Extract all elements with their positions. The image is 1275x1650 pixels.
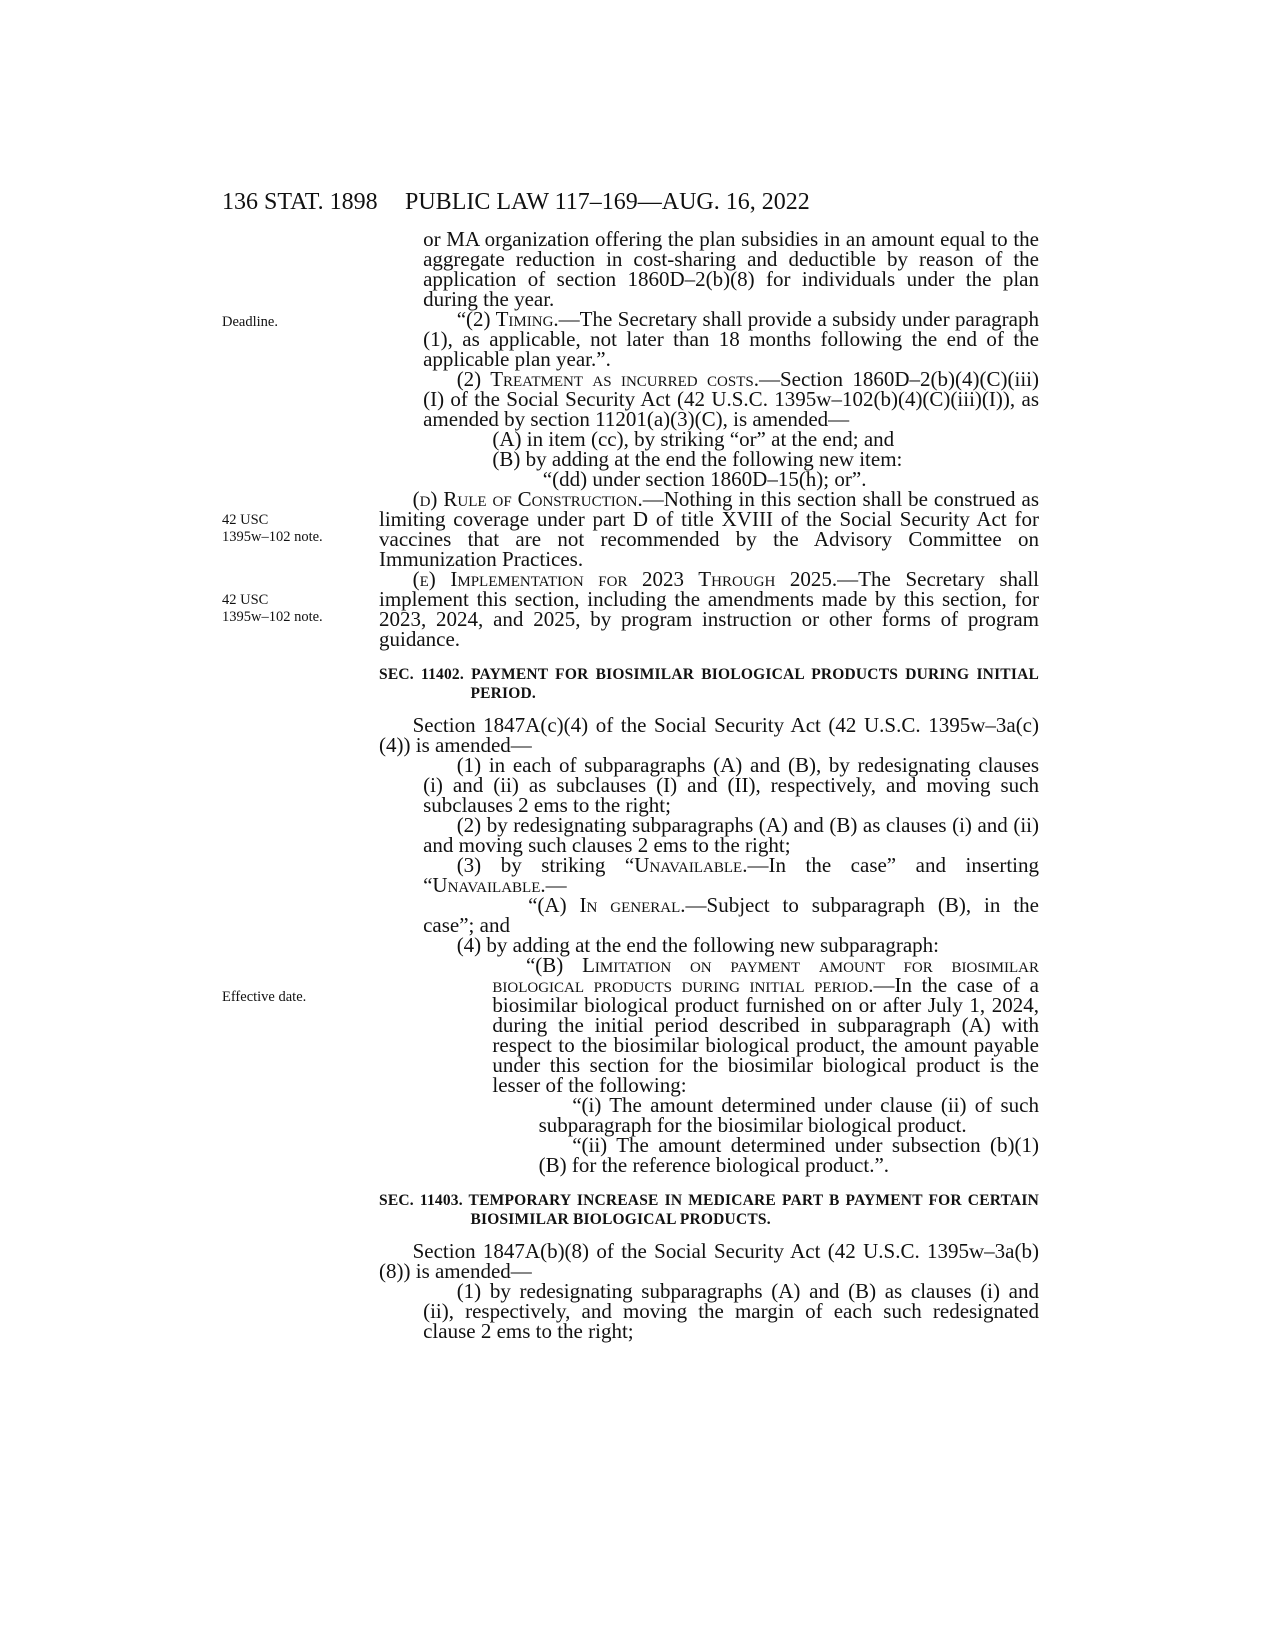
public-law-header: PUBLIC LAW 117–169—AUG. 16, 2022 [405,189,810,215]
margin-note-usc-1b: 1395w–102 note. [222,529,323,545]
paragraph-heading: (2) Treatment as incurred costs. [456,367,759,391]
section-11402-intro: Section 1847A(c)(4) of the Social Security Act (42 U.S.C. 1395w–3a(c)(4)) is amended— [379,713,1039,757]
item-b: (B) by adding at the end the following new item: [492,447,903,471]
margin-note-usc-2b: 1395w–102 note. [222,609,323,625]
section-11402-item-1: (1) in each of subparagraphs (A) and (B), by redesignating clauses (i) and (ii) as subclauses (I) and (II), respectively, and moving such subclauses 2 ems to the right; [423,753,1039,817]
paragraph-text: —Section 1860D–2(b)(4)(C)(iii)(I) of the Social Security Act (42 U.S.C. 1395w–102(b)(4)(C)(iii)(I)), as amended by section 11201(a)(3)(C), is amended— [423,367,1039,431]
section-11402-item-2: (2) by redesignating subparagraphs (A) and (B) as clauses (i) and (ii) and moving such clauses 2 ems to the right; [423,813,1039,857]
paragraph-continuation: or MA organization offering the plan subsidies in an amount equal to the aggregate reduction in cost-sharing and deductible by reason of the application of section 1860D–2(b)(8) for individuals under the plan during the year. [423,227,1039,311]
section-11402-clause-ii: “(ii) The amount determined under subsection (b)(1)(B) for the reference biological product.”. [538,1133,1039,1177]
section-11403-item-1: (1) by redesignating subparagraphs (A) and (B) as clauses (i) and (ii), respectively, and moving the margin of each such redesignated clause 2 ems to the right; [423,1279,1039,1343]
paragraph-text: —In the case of a biosimilar biological product furnished on or after July 1, 2024, during the initial period described in subparagraph (A) with respect to the biosimilar biological product, the amount payable under this section for the biosimilar biological product is the lesser of the following: [492,973,1039,1097]
section-11402-clause-i: “(i) The amount determined under clause (ii) of such subparagraph for the biosimilar biological product. [538,1093,1039,1137]
section-11402-subpara-a [379,895,1039,935]
item-a: (A) in item (cc), by striking “or” at the end; and [492,427,895,451]
text-run: (3) by striking “ [456,853,635,877]
paragraph-treatment [379,369,1039,429]
paragraph-heading: “(A) In general. [528,893,686,917]
margin-note-usc-2a: 42 USC [222,592,269,608]
item-dd: “(dd) under section 1860D–15(h); or”. [542,467,867,491]
paragraph-rule-of-construction [379,489,1039,569]
paragraph-text: —The Secretary shall implement this section, including the amendments made by this section, for 2023, 2024, and 2025, by program instruction or other forms of program guidance. [379,567,1040,651]
paragraph-text: —Nothing in this section shall be construed as limiting coverage under part D of title XVIII of the Social Security Act for vaccines that are not recommended by the Advisory Committee on Immunization Practices. [379,487,1039,571]
paragraph-heading: (e) Implementation for 2023 Through 2025. [412,567,838,591]
document-body [379,229,1039,1341]
margin-note-usc-1a: 42 USC [222,512,269,528]
section-11402-item-4: (4) by adding at the end the following new subparagraph: [456,933,939,957]
section-heading-11403: SEC. 11403. TEMPORARY INCREASE IN MEDICARE PART B PAYMENT FOR CERTAIN BIOSIMILAR BIOLOGICAL PRODUCTS. [379,1192,1039,1228]
paragraph-heading: “(B) Limitation on payment amount for biosimilar biological products during initial period. [492,953,1039,997]
paragraph-text: —The Secretary shall provide a subsidy under paragraph (1), as applicable, not later than 18 months following the end of the applicable plan year.”. [423,307,1039,371]
stat-reference: 136 STAT. 1898 [222,189,378,215]
paragraph-implementation [379,569,1039,649]
section-11402-item-3 [379,855,1039,895]
paragraph-heading: (d) Rule of Construction. [412,487,643,511]
paragraph-timing [379,309,1039,369]
text-run: Unavailable. [432,873,546,897]
text-run: —In the case” and inserting “ [423,853,1039,897]
section-11403-intro: Section 1847A(b)(8) of the Social Security Act (42 U.S.C. 1395w–3a(b)(8)) is amended— [379,1239,1039,1283]
margin-note-deadline: Deadline. [222,314,278,330]
text-run: — [545,873,567,897]
text-run: Unavailable. [634,853,748,877]
paragraph-text: —Subject to subparagraph (B), in the case”; and [423,893,1039,937]
paragraph-heading: “(2) Timing. [456,307,559,331]
section-heading-11402: SEC. 11402. PAYMENT FOR BIOSIMILAR BIOLOGICAL PRODUCTS DURING INITIAL PERIOD. [379,666,1039,702]
section-11402-subpara-b [379,955,1039,1095]
margin-note-effective-date: Effective date. [222,989,307,1005]
